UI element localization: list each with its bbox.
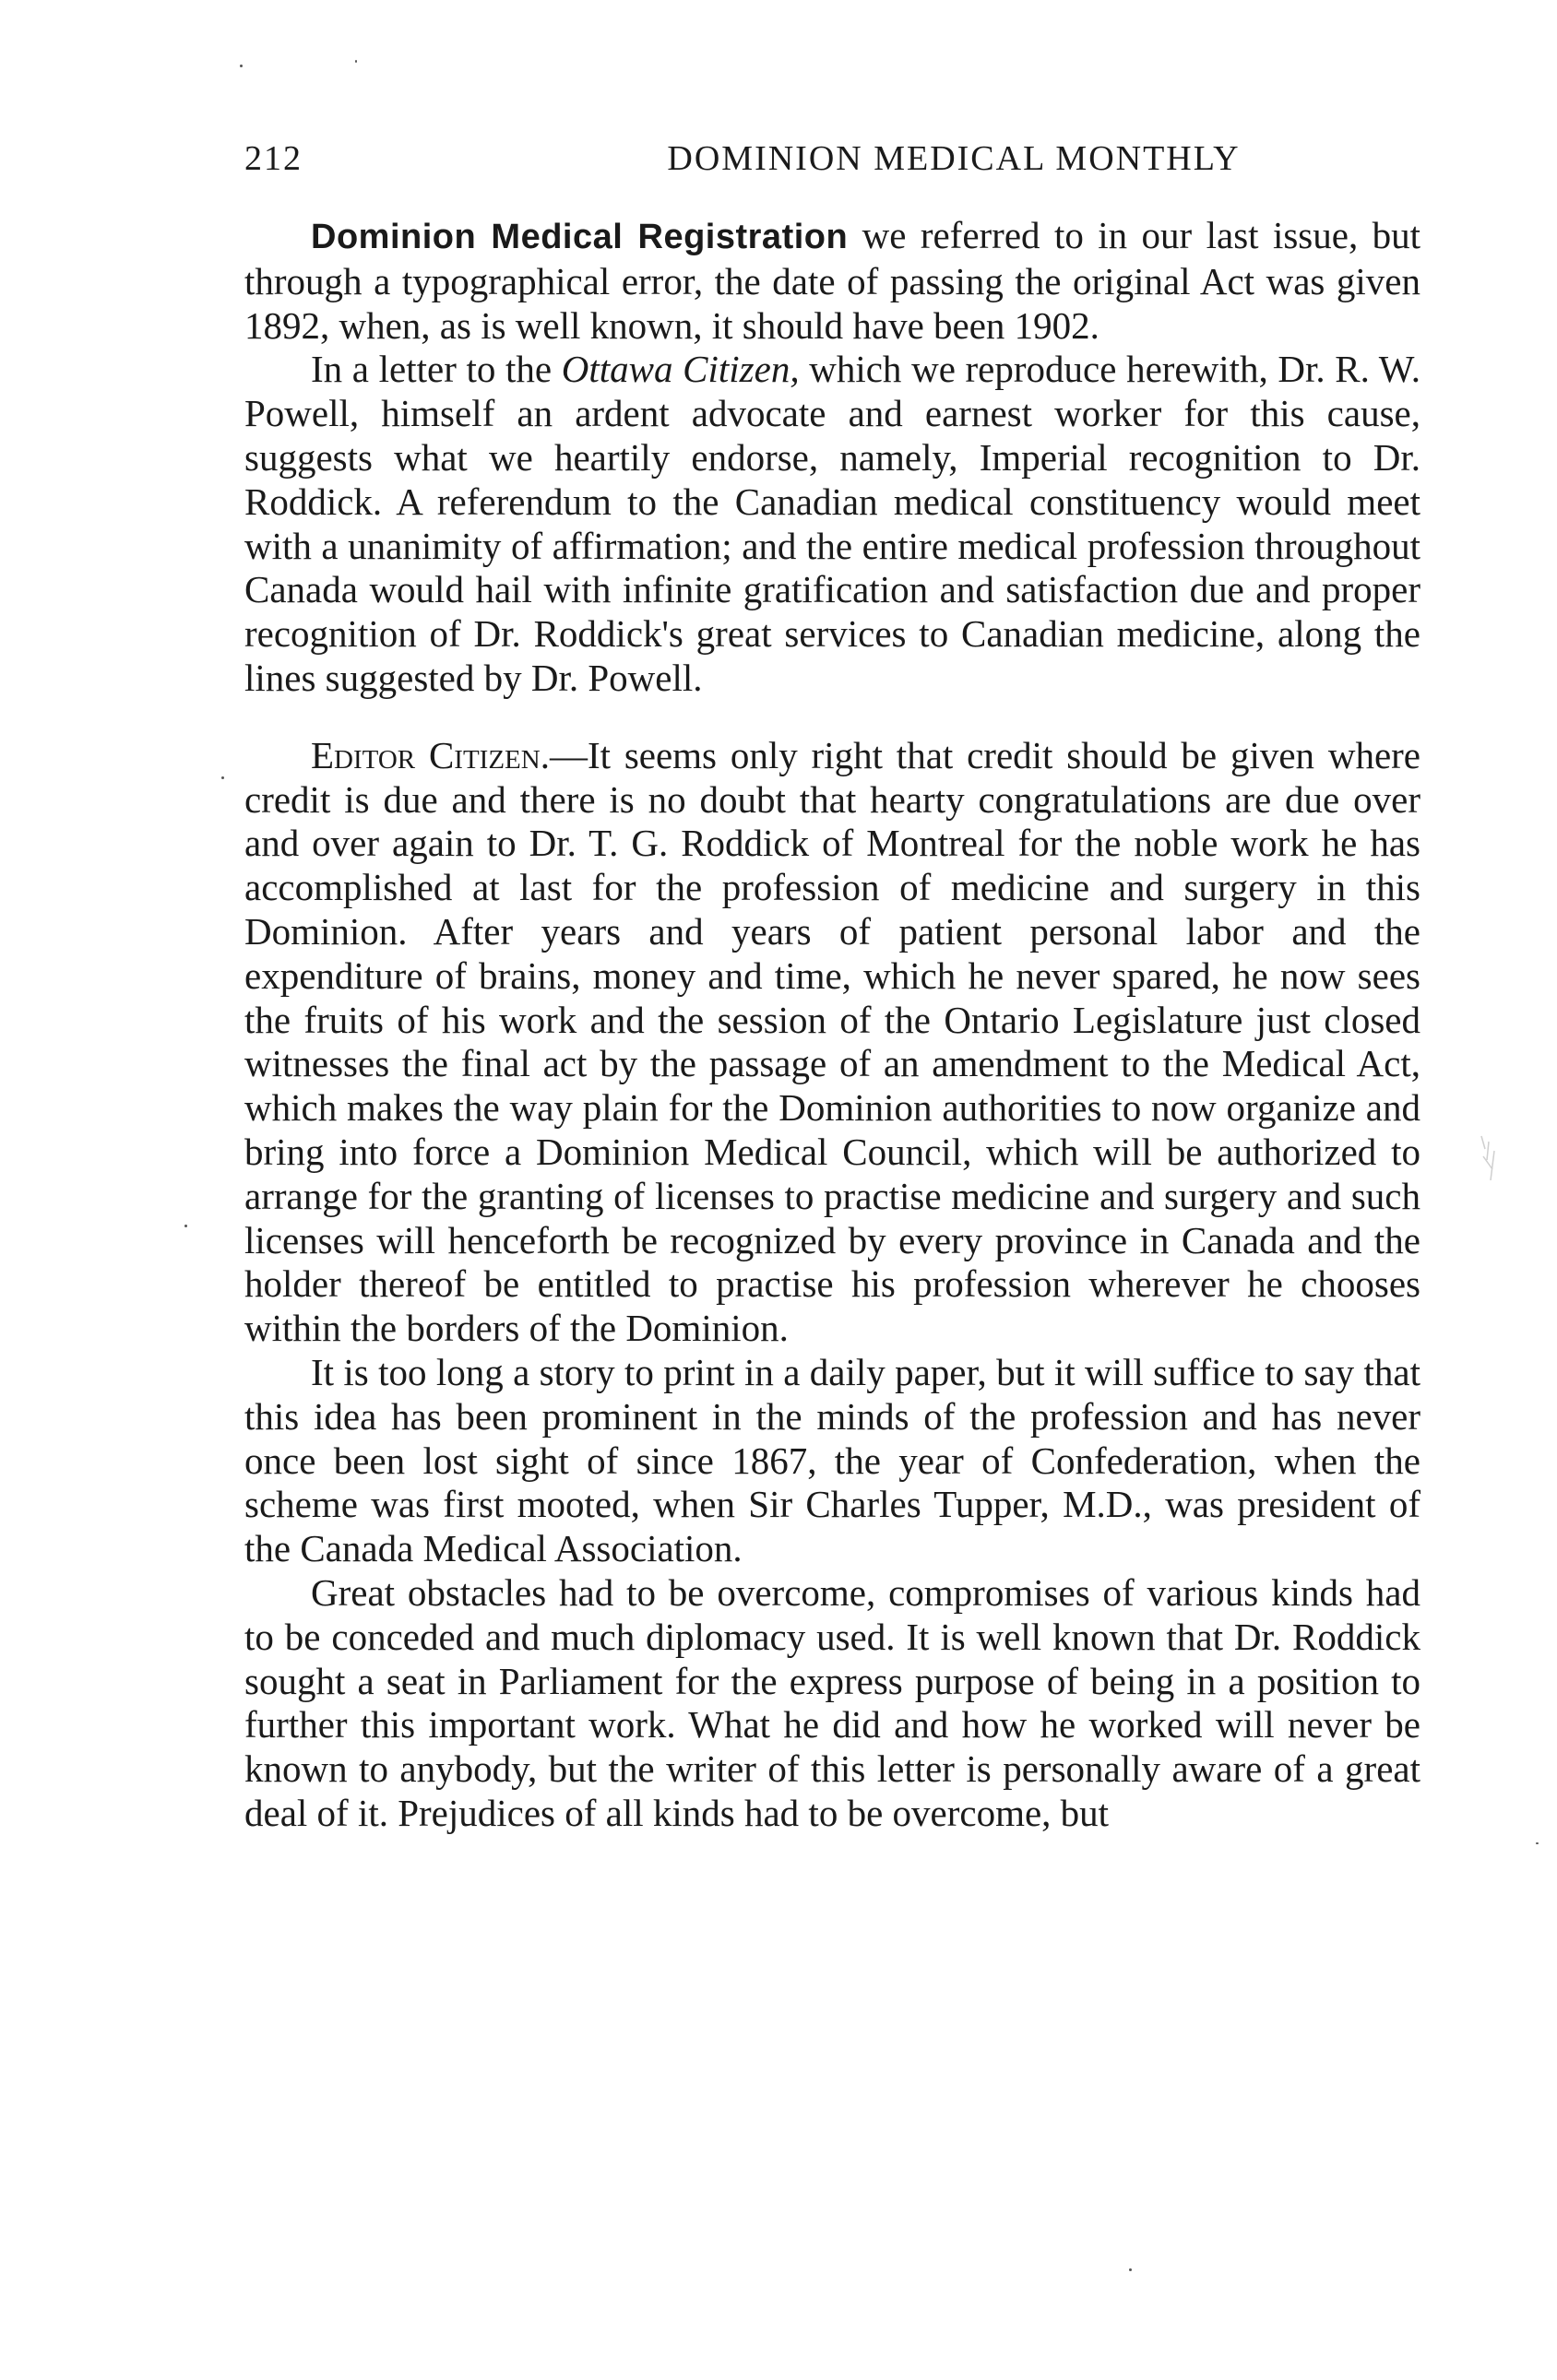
- scan-speck: [1536, 1842, 1539, 1844]
- paragraph-text: which we reproduce herewith, Dr. R. W. Powell, himself an ardent advocate and earnest worker for this cause, suggests what we heartily endorse, namely, Imperial recognition to Dr. Roddick. A referendum to the Canadian medical constituency would meet with a unanimity of affirmation; and the entire medical profession throughout Canada would hail with infinite gratification and satisfaction due and proper recognition of Dr. Roddick's great services to Canadian medicine, along the lines suggested by Dr. Powell.: [244, 348, 1420, 699]
- paragraph-powell-letter-intro: [244, 348, 1420, 700]
- running-title: DOMINION MEDICAL MONTHLY: [667, 139, 1241, 178]
- paragraph-text: It is too long a story to print in a daily paper, but it will suffice to say that this idea has been prominent in the minds of the profession and has never once been lost sight of since 1867, the year of Confederation, when the scheme was first mooted, when Sir Charles Tupper, M.D., was president of the Canada Medical Association.: [244, 1350, 1420, 1570]
- article-body: [244, 214, 1420, 1836]
- scan-edge-mark: [1476, 1132, 1502, 1188]
- paragraph-text: —It seems only right that credit should be given where credit is due and there is no doubt that hearty congratulations are due over and over again to Dr. T. G. Roddick of Montreal for the noble work he has accomplished at last for the profession of medicine and surgery in this Dominion. After years and years of patient personal labor and the expenditure of brains, money and time, which he never spared, he now sees the fruits of his work and the session of the Ontario Legislature just closed witnesses the final act by the passage of an amendment to the Medical Act, which makes the way plain for the Dominion authorities to now organize and bring into force a Dominion Medical Council, which will be authorized to arrange for the granting of licenses to practise medicine and surgery and such licenses will henceforth be recognized by every province in Canada and the holder thereof be entitled to practise his profession wherever he chooses within the borders of the Dominion.: [244, 733, 1421, 1350]
- lead-in-heading: Dominion Medical Registration: [311, 218, 849, 256]
- paragraph-text: we referred to in our last issue, but through a typographical error, the date of passing the original Act was given 1892, when, as is well known, it should have been 1902.: [244, 214, 1420, 347]
- newspaper-name: Ottawa Citizen,: [561, 348, 800, 391]
- scan-speck: [355, 60, 357, 63]
- page-number: 212: [244, 139, 303, 178]
- scan-speck: [184, 1225, 187, 1227]
- scan-speck: [1129, 2268, 1132, 2271]
- paragraph-letter-history: [244, 1351, 1420, 1571]
- scan-speck: [240, 65, 243, 67]
- page-header: [244, 138, 1420, 194]
- paragraph-letter-opening: [244, 734, 1420, 1351]
- paragraph-text: Great obstacles had to be overcome, compromises of various kinds had to be conceded and much diplomacy used. It is well known that Dr. Roddick sought a seat in Parliament for the express purpose of being in a position to further this important work. What he did and how he worked will never be known to anybody, but the writer of this letter is personally aware of a great deal of it. Prejudices of all kinds had to be overcome, but: [244, 1570, 1420, 1834]
- letter-salutation: Editor Citizen.: [311, 733, 550, 776]
- paragraph-registration-note: [244, 214, 1420, 348]
- paragraph-text: In a letter to the: [311, 348, 562, 391]
- paragraph-letter-obstacles: [244, 1571, 1420, 1836]
- scan-speck: [221, 776, 224, 779]
